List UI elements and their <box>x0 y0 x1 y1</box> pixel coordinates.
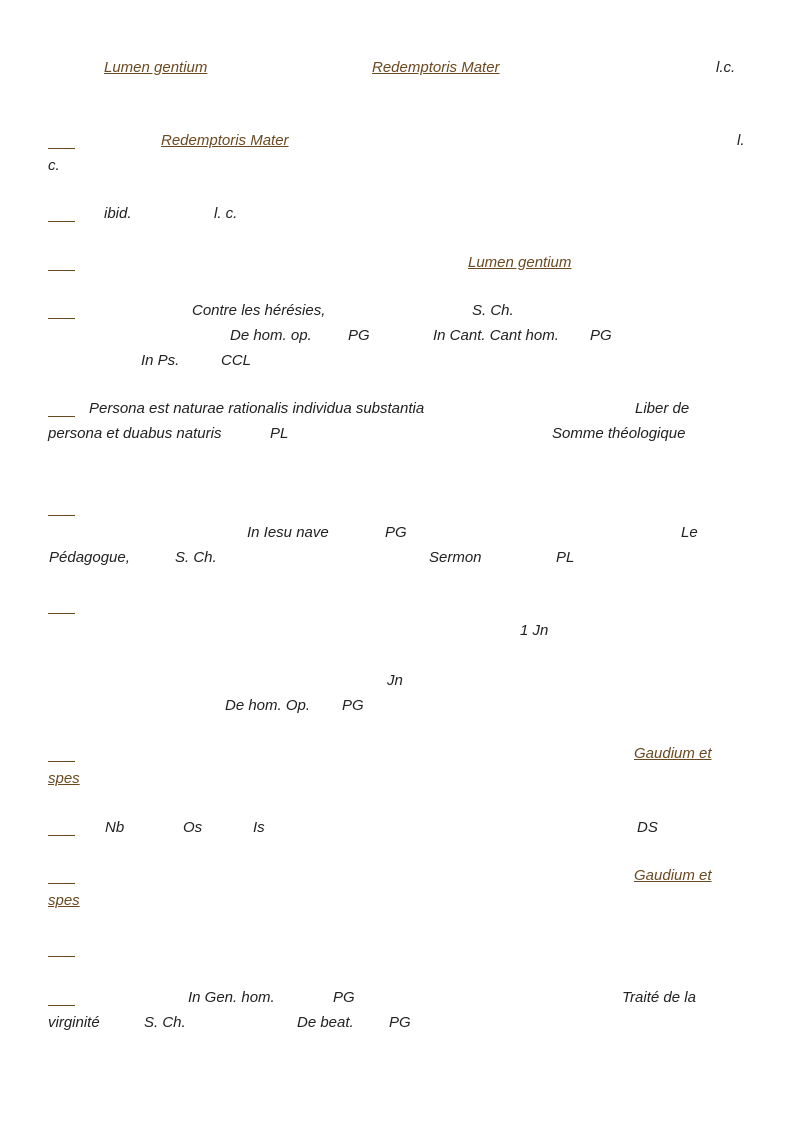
ref-link-lumen-gentium[interactable]: Lumen gentium <box>468 254 572 271</box>
ref-link-gaudium-et-spes[interactable]: Gaudium et <box>634 745 712 762</box>
ref-text: In Iesu nave <box>247 524 329 541</box>
ref-text: l. <box>737 132 745 149</box>
ref-link-lumen-gentium[interactable]: Lumen gentium <box>104 59 208 76</box>
ref-text: PL <box>556 549 575 566</box>
ref-text: virginité <box>48 1014 100 1031</box>
footnote-anchor-link[interactable] <box>48 416 75 417</box>
footnote-anchor-link[interactable] <box>48 221 75 222</box>
footnote-anchor-link[interactable] <box>48 835 75 836</box>
footnote-anchor-link[interactable] <box>48 148 75 149</box>
ref-text: Persona est naturae rationalis individua substantia <box>89 400 425 417</box>
ref-text: Pédagogue, <box>49 549 130 566</box>
ref-text: Somme théologique <box>552 425 686 442</box>
ref-text: Is <box>253 819 265 836</box>
ref-text: ibid. <box>104 205 132 222</box>
footnote-anchor-link[interactable] <box>48 318 75 319</box>
ref-text: l. c. <box>214 205 238 222</box>
ref-text: Sermon <box>429 549 482 566</box>
ref-text: Liber de <box>635 400 690 417</box>
ref-link-redemptoris-mater[interactable]: Redemptoris Mater <box>161 132 289 149</box>
ref-text: CCL <box>221 352 252 369</box>
ref-text: De beat. <box>297 1014 354 1031</box>
ref-text: In Ps. <box>141 352 180 369</box>
footnote-anchor-link[interactable] <box>48 1005 75 1006</box>
ref-text: PL <box>270 425 289 442</box>
footnote-anchor-link[interactable] <box>48 270 75 271</box>
ref-text: DS <box>637 819 658 836</box>
footnote-anchor-link[interactable] <box>48 761 75 762</box>
ref-text: PG <box>348 327 370 344</box>
ref-text: PG <box>389 1014 411 1031</box>
ref-text: l.c. <box>716 59 736 76</box>
ref-text: 1 Jn <box>520 622 549 639</box>
ref-text: PG <box>590 327 612 344</box>
ref-text: Jn <box>387 672 403 689</box>
ref-text: c. <box>48 157 60 174</box>
ref-link-gaudium-et-spes[interactable]: spes <box>48 770 80 787</box>
footnote-anchor-link[interactable] <box>48 515 75 516</box>
ref-text: In Cant. Cant hom. <box>433 327 559 344</box>
ref-text: In Gen. hom. <box>188 989 275 1006</box>
ref-text: Traité de la <box>622 989 696 1006</box>
ref-text: Contre les hérésies, <box>192 302 326 319</box>
ref-text: PG <box>385 524 407 541</box>
ref-text: PG <box>342 697 364 714</box>
ref-link-redemptoris-mater[interactable]: Redemptoris Mater <box>372 59 500 76</box>
ref-text: PG <box>333 989 355 1006</box>
ref-text: S. Ch. <box>144 1014 186 1031</box>
ref-text: De hom. Op. <box>225 697 311 714</box>
ref-text: De hom. op. <box>230 327 312 344</box>
ref-text: S. Ch. <box>472 302 514 319</box>
ref-text: Os <box>183 819 203 836</box>
ref-text: S. Ch. <box>175 549 217 566</box>
ref-text: Le <box>681 524 698 541</box>
footnote-anchor-link[interactable] <box>48 883 75 884</box>
ref-text: Nb <box>105 819 125 836</box>
footnote-anchor-link[interactable] <box>48 956 75 957</box>
ref-link-gaudium-et-spes[interactable]: Gaudium et <box>634 867 712 884</box>
footnote-anchor-link[interactable] <box>48 613 75 614</box>
ref-link-gaudium-et-spes[interactable]: spes <box>48 892 80 909</box>
ref-text: persona et duabus naturis <box>48 425 222 442</box>
